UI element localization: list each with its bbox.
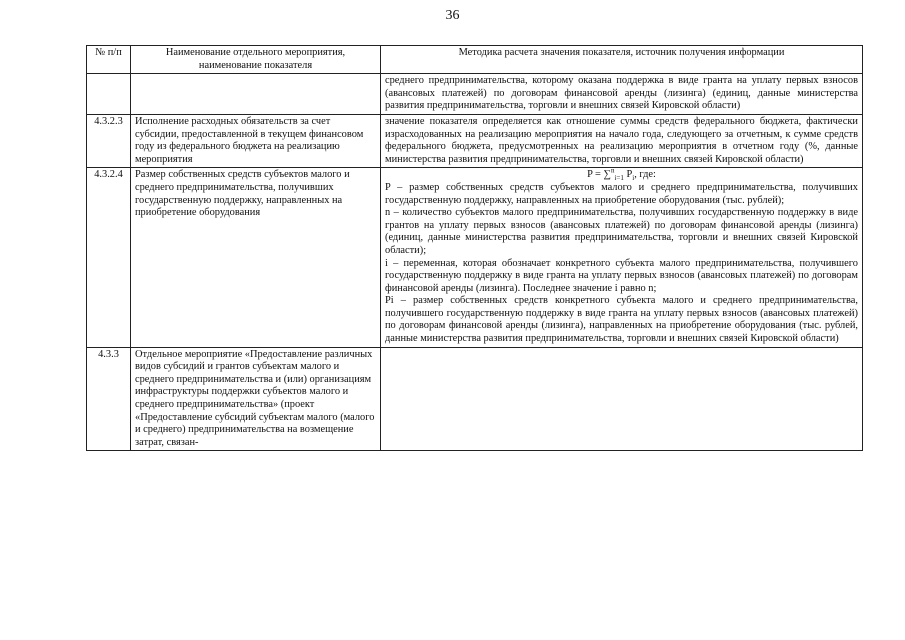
header-name: Наименование отдельного мероприятия, наименование показателя (131, 46, 381, 74)
definition-paragraph: P – размер собственных средств субъектов малого и среднего предпринимательства, получивших государственную поддержку, направленных на приобретение оборудования (тыс. рублей); (385, 181, 858, 206)
cell-number: 4.3.2.4 (87, 168, 131, 347)
cell-method-continuation: среднего предпринимательства, которому оказана поддержка в виде гранта на уплату первых взносов (авансовых платежей) по договорам финансовой аренды (лизинга) (единиц, данные министерства развития предпринимательства, торговли и внешних связей Кировской области) (381, 74, 863, 115)
table-row (87, 347, 863, 451)
header-number: № п/п (87, 46, 131, 74)
definition-paragraph: Pi – размер собственных средств конкретного субъекта малого и среднего предпринимательства, получившего государственную поддержку в виде гранта на уплату первых взносов (авансовых платежей) по договорам финансовой аренды (лизинга), направленных на приобретение оборудования (тыс. рублей, данные министерства развития предпринимательства, торговли и внешних связей Кировской области) (385, 295, 858, 345)
table-row (87, 168, 863, 347)
cell-name: Исполнение расходных обязательств за счет субсидии, предоставленной в текущем финансовом году из федерального бюджета на реализацию мероприятия (131, 114, 381, 167)
cell-method (381, 168, 863, 347)
table-header-row (87, 46, 863, 74)
measures-table (86, 45, 863, 451)
cell-number: 4.3.2.3 (87, 114, 131, 167)
definition-paragraph: n – количество субъектов малого предпринимательства, получивших государственную поддержку в виде грантов на уплату первых взносов (авансовых платежей) по договорам финансовой аренды (лизинга) (единиц, данные министерства развития предпринимательства, торговли и внешних связей Кировской области); (385, 207, 858, 256)
header-method: Методика расчета значения показателя, источник получения информации (381, 46, 863, 74)
page-number: 36 (445, 8, 460, 23)
definition-paragraph: i – переменная, которая обозначает конкретного субъекта малого предпринимательства, получившего государственную поддержку в виде гранта на уплату первых взносов (авансовых платежей) по договорам финансовой аренды (лизинга). Последнее значение i равно n; (385, 257, 858, 294)
table-row (87, 114, 863, 167)
cell-method (381, 347, 863, 451)
cell-number: 4.3.3 (87, 347, 131, 451)
table-row (87, 74, 863, 115)
cell-method: значение показателя определяется как отношение суммы средств федерального бюджета, фактически израсходованных на реализацию мероприятия на начало года, следующего за отчетным, к сумме средств федерального бюджета, предусмотренных на реализацию мероприятия в отчетном году (%, данные министерства развития предпринимательства, торговли и внешних связей Кировской области) (381, 114, 863, 167)
formula: P = ∑$^n_{i=1}$ $P_i$, где: (587, 166, 656, 183)
cell-number (87, 74, 131, 115)
cell-name: Отдельное мероприятие «Предоставление различных видов субсидий и грантов субъектам малого и среднего предпринимательства и (или) организациям инфраструктуры поддержки субъектов малого и среднего предпринимательства» (проект «Предоставление субсидий субъектам малого (малого и среднего) предпринимательства на возмещение затрат, связан- (131, 347, 381, 451)
cell-name: Размер собственных средств субъектов малого и среднего предпринимательства, получивших государственную поддержку, направленных на приобретение оборудования (131, 168, 381, 347)
cell-name (131, 74, 381, 115)
